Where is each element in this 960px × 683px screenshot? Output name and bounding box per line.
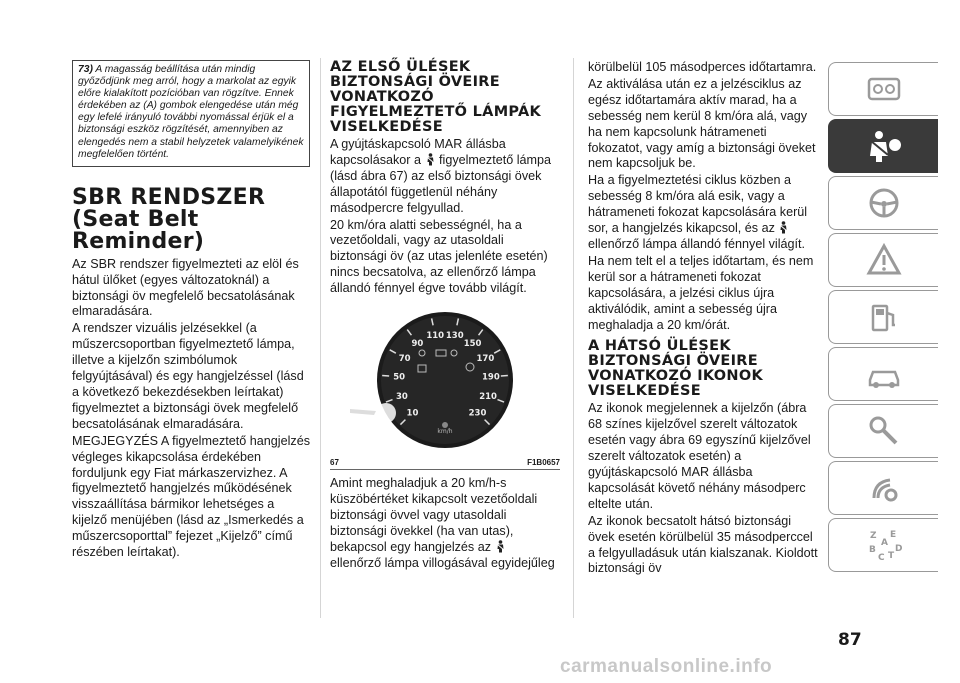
gauge-tick-label: 190: [482, 372, 500, 383]
seatbelt-warning-icon: [495, 540, 506, 553]
index-letter: D: [894, 544, 902, 554]
chapter-tab-technical[interactable]: [828, 404, 938, 458]
middle-column: [330, 60, 560, 573]
note-number: 73): [78, 64, 93, 75]
figure-caption: [330, 458, 560, 469]
chapter-tab-warnings[interactable]: [828, 233, 938, 287]
seatbelt-warning-icon: [778, 221, 789, 234]
index-letter: T: [887, 551, 894, 561]
column-divider: [573, 58, 574, 618]
index-letter: B: [868, 545, 876, 555]
figure-code: F1B0657: [527, 458, 560, 468]
chapter-tab-multimedia[interactable]: [828, 461, 938, 515]
gauge-tick-label: 110: [426, 331, 445, 342]
col3-paragraph-3: [588, 173, 820, 253]
sbr-heading: SBR RENDSZER (Seat Belt Reminder): [72, 184, 266, 254]
rear-paragraph-1: Az ikonok megjelennek a kijelzőn (ábra 68 színes kijelzővel szerelt változatok esetén vagy ábra 69 egyszínű kijelzővel szerelt változatok esetén) a gyújtáskapcsoló MAR állásba kapcsolását követő néhány másodperc eltelte után.: [588, 401, 811, 511]
chapter-tab-emergency[interactable]: [828, 290, 938, 344]
chapter-tabs: [828, 62, 938, 575]
page-number: 87: [838, 630, 862, 650]
gauge-tick-label: 130: [445, 331, 464, 342]
car-service-icon: [864, 354, 904, 394]
col3-paragraph-3-start: Ha a figyelmeztetési ciklus közben a sebesség 8 km/óra alá esik, vagy a hátrameneti fokozat kapcsolására kerül sor, a hangjelzés kikapcsol, és az: [588, 173, 808, 236]
front-paragraph-3: [330, 476, 560, 571]
gauge-tick-label: 150: [463, 339, 482, 350]
sbr-paragraph-3: MEGJEGYZÉS A figyelmeztető hangjelzés végleges kikapcsolása érdekében forduljunk egy Fiat márkaszervizhez. A figyelmeztető hangjelzés működésének visszaállítása bármikor lehetséges a kijelző menüjében (lásd az „Ismerkedés a műszercsoporttal” fejezet „Kijelző” című részében leírtakat).: [72, 433, 310, 560]
gauge-tick-label: 30: [395, 392, 408, 403]
note-text: A magasság beállítása után mindig győződjünk meg arról, hogy a markolat az egyik előre kialakított pozícióban van rögzítve. Ennek érdekében az (A) gombok elengedése után még egy lefelé irányuló további nyomással érjük el a biztonsági eszköz rögzítését, amennyiben az elengedés nem a stabil helyzetek valamelyikének megfelelően történt.: [78, 64, 304, 160]
pointer-arrow: [350, 409, 376, 415]
front-paragraph-3-end: ellenőrző lámpa villogásával egyidejűleg: [330, 555, 555, 570]
rear-belts-heading: A HÁTSÓ ÜLÉSEK BIZTONSÁGI ÖVEIRE VONATKOZÓ IKONOK VISELKEDÉSE: [588, 338, 764, 400]
gauge-tick-label: 90: [411, 339, 424, 350]
speedometer-illustration: [330, 305, 560, 455]
alphabetical-index-icon: [864, 525, 904, 565]
dashboard-icon: [864, 69, 904, 109]
left-column: [72, 60, 310, 562]
gauge-tick-label: 10: [406, 408, 419, 419]
col3-paragraph-4: Ha nem telt el a teljes időtartam, és nem kerül sor a hátrameneti fokozat kapcsolására, a jelzési ciklus újra aktiválódik, amint a sebesség újra meghaladja a 20 km/órát.: [588, 253, 814, 332]
front-paragraph-1: [330, 137, 560, 217]
index-letter: A: [880, 538, 888, 548]
column-divider: [320, 58, 321, 618]
sbr-paragraph-1: Az SBR rendszer figyelmezteti az elöl és hátul ülőket (egyes változatoknál) a biztonsági öv megfelelő becsatolásának elmaradására.: [72, 256, 299, 319]
front-paragraph-3-start: Amint meghaladjuk a 20 km/h-s küszöbértéket kikapcsolt vezetőoldali biztonsági övvel vagy utasoldali biztonsági övekkel (ha van utas), bekapcsol egy hangjelzés az: [330, 476, 538, 554]
front-paragraph-1-start: A gyújtáskapcsoló MAR állásba kapcsolásakor a: [330, 137, 506, 167]
watermark: carmanualsonline.info: [560, 656, 773, 677]
gauge-unit: km/h: [437, 428, 453, 436]
chapter-tab-dashboard[interactable]: [828, 62, 938, 116]
col3-paragraph-1: körülbelül 105 másodperces időtartamra.: [588, 60, 817, 74]
front-paragraph-1-end: figyelmeztető lámpa (lásd ábra 67) az első biztonsági övek állapotától függetlenül néhány másodpercre felgyullad.: [330, 152, 552, 215]
sbr-paragraph-2: A rendszer vizuális jelzésekkel (a műszercsoportban figyelmeztető lámpa, illetve a kijelzőn szimbólumok felgyújtásával) és egy hangjelzéssel (lásd a következő bekezdésekben leírtakat) figyelmeztet a biztonsági övek megfelelő becsatolásának elmaradására.: [72, 321, 304, 431]
front-belts-heading: AZ ELSŐ ÜLÉSEK BIZTONSÁGI ÖVEIRE VONATKOZÓ FIGYELMEZTETŐ LÁMPÁK VISELKEDÉSE: [330, 59, 542, 135]
warning-note: [72, 60, 310, 167]
gauge-tick-label: 50: [393, 372, 406, 383]
figure-number: 67: [330, 458, 339, 468]
warning-triangle-icon: [864, 240, 904, 280]
rear-paragraph-2: Az ikonok becsatolt hátsó biztonsági övek esetén körülbelül 35 másodperccel a felgyulladásuk után kialszanak. Kioldott biztonsági öv: [588, 513, 818, 576]
chapter-tab-index[interactable]: [828, 518, 938, 572]
col3-paragraph-3-end: ellenőrző lámpa állandó fénnyel világít.: [588, 236, 806, 251]
steering-wheel-icon: [864, 183, 904, 223]
col3-paragraph-2: Az aktiválása után ez a jelzésciklus az egész időtartamára aktív marad, ha a sebesség nem kerül 8 km/óra alá, vagy ha nem kapcsolunk hátrameneti fokozatot, vagy amíg a biztonsági öveket nem kapcsoljuk be.: [588, 76, 816, 171]
seatbelt-lamp-highlight: [376, 403, 396, 423]
seatbelt-warning-icon: [425, 153, 436, 166]
fuel-pump-icon: [864, 297, 904, 337]
front-paragraph-2: 20 km/óra alatti sebességnél, ha a vezetőoldali, vagy az utasoldali biztonsági öv (az utas jelenléte esetén) nincs becsatolva, az ellenőrző lámpa állandó fénnyel égve tovább világít.: [330, 217, 548, 296]
gauge-tick-label: 170: [476, 354, 495, 365]
figure-67: [330, 305, 560, 470]
index-letter: E: [889, 530, 896, 540]
wrench-icon: [864, 411, 904, 451]
gauge-tick-label: 70: [398, 354, 411, 365]
index-letter: C: [877, 553, 885, 563]
gauge-tick-label: 230: [468, 408, 487, 419]
chapter-tab-driving[interactable]: [828, 176, 938, 230]
gauge-tick-label: 210: [479, 392, 497, 403]
chapter-tab-safety[interactable]: [828, 119, 938, 173]
chapter-tab-maintenance[interactable]: [828, 347, 938, 401]
right-column: [588, 60, 820, 578]
index-letter: Z: [869, 531, 877, 541]
seatbelt-airbag-icon: [864, 126, 904, 166]
multimedia-icon: [864, 468, 904, 508]
